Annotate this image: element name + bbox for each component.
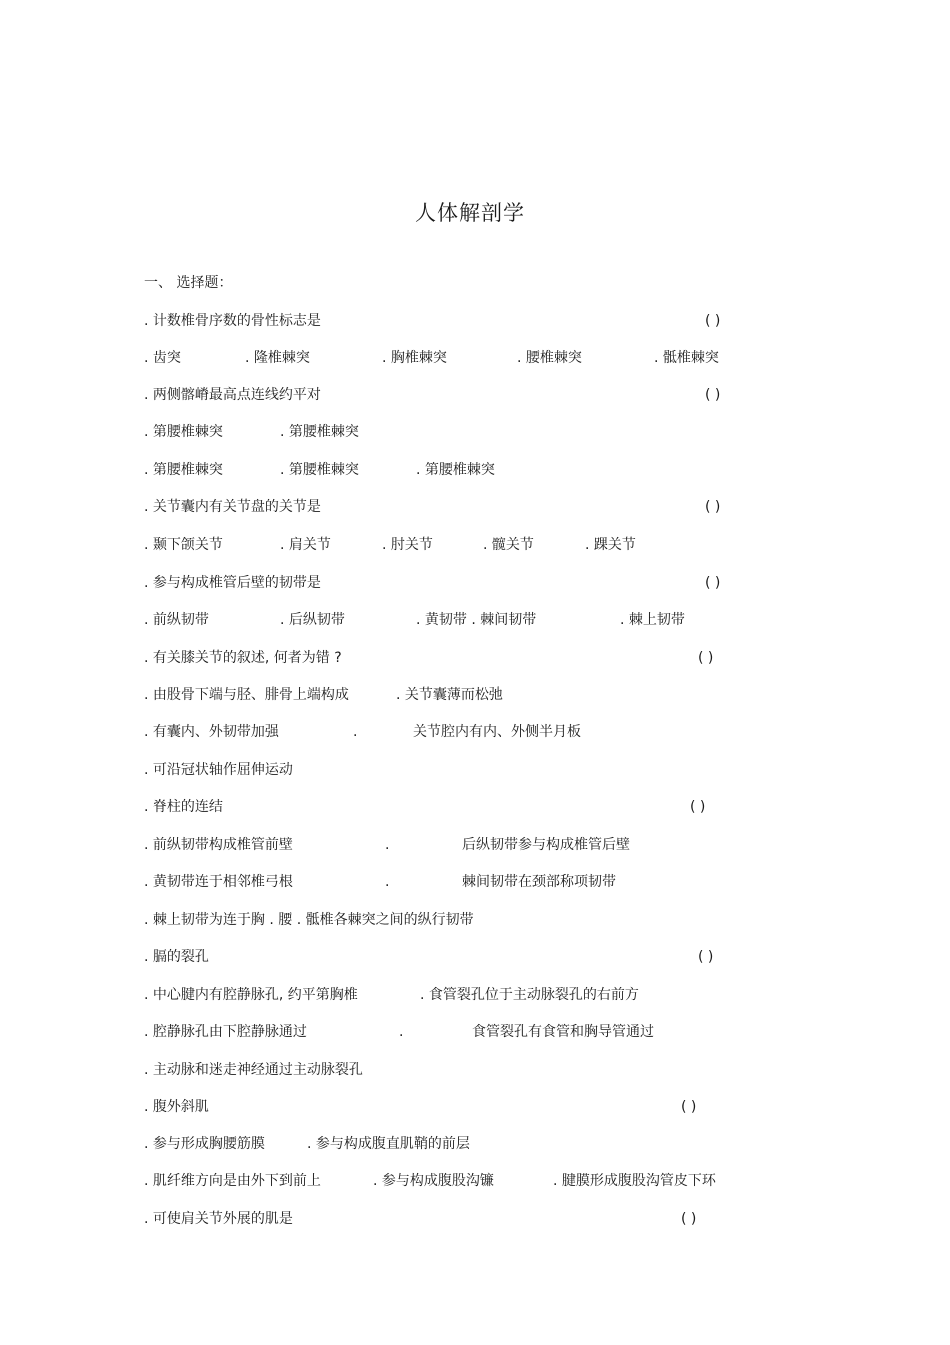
option-marker: . bbox=[399, 1024, 404, 1040]
option-text: . 棘上韧带为连于胸 . 腰 . 骶椎各棘突之间的纵行韧带 bbox=[144, 912, 474, 928]
option-text: . 关节囊薄而松弛 bbox=[396, 687, 503, 703]
option-text: . 颞下颌关节 bbox=[144, 537, 223, 553]
answer-blank: ( ) bbox=[681, 1211, 697, 1227]
option-text: . 参与形成胸腰筋膜 bbox=[144, 1136, 265, 1152]
section-heading: 一、 选择题： bbox=[144, 275, 233, 291]
option-text: . 参与构成腹直肌鞘的前层 bbox=[307, 1136, 470, 1152]
option-text: . 肘关节 bbox=[382, 537, 433, 553]
option-text: 食管裂孔有食管和胸导管通过 bbox=[472, 1024, 654, 1040]
option-text: . 前纵韧带 bbox=[144, 612, 209, 628]
answer-blank: ( ) bbox=[698, 650, 714, 666]
option-text: . 中心腱内有腔静脉孔, 约平第胸椎 bbox=[144, 987, 358, 1003]
option-text: . 踝关节 bbox=[585, 537, 636, 553]
answer-blank: ( ) bbox=[705, 499, 721, 515]
question-text: . 有关膝关节的叙述, 何者为错 ? bbox=[144, 650, 342, 666]
option-text: . 棘上韧带 bbox=[620, 612, 685, 628]
option-text: . 腔静脉孔由下腔静脉通过 bbox=[144, 1024, 307, 1040]
option-text: . 由股骨下端与胫、腓骨上端构成 bbox=[144, 687, 349, 703]
answer-blank: ( ) bbox=[705, 575, 721, 591]
option-text: . 有囊内、外韧带加强 bbox=[144, 724, 279, 740]
option-text: . 第腰椎棘突 bbox=[144, 462, 223, 478]
option-text: . 肩关节 bbox=[280, 537, 331, 553]
option-text: . 可沿冠状轴作屈伸运动 bbox=[144, 762, 293, 778]
option-text: . 髋关节 bbox=[483, 537, 534, 553]
option-text: . 黄韧带 . 棘间韧带 bbox=[416, 612, 537, 628]
answer-blank: ( ) bbox=[681, 1099, 697, 1115]
option-marker: . bbox=[353, 724, 358, 740]
option-text: . 隆椎棘突 bbox=[245, 350, 310, 366]
option-text: . 第腰椎棘突 bbox=[144, 424, 223, 440]
option-marker: . bbox=[385, 874, 390, 890]
option-text: . 后纵韧带 bbox=[280, 612, 345, 628]
document-title: 人体解剖学 bbox=[415, 201, 525, 225]
option-text: . 胸椎棘突 bbox=[382, 350, 447, 366]
option-text: . 主动脉和迷走神经通过主动脉裂孔 bbox=[144, 1062, 363, 1078]
option-text: . 腰椎棘突 bbox=[517, 350, 582, 366]
question-text: . 关节囊内有关节盘的关节是 bbox=[144, 499, 321, 515]
option-text: . 前纵韧带构成椎管前壁 bbox=[144, 837, 293, 853]
option-text: 关节腔内有内、外侧半月板 bbox=[413, 724, 581, 740]
option-text: 棘间韧带在颈部称项韧带 bbox=[462, 874, 616, 890]
option-text: . 齿突 bbox=[144, 350, 181, 366]
option-text: . 参与构成腹股沟镰 bbox=[373, 1173, 494, 1189]
question-text: . 计数椎骨序数的骨性标志是 bbox=[144, 313, 321, 329]
option-text: . 腱膜形成腹股沟管皮下环 bbox=[553, 1173, 716, 1189]
question-text: . 可使肩关节外展的肌是 bbox=[144, 1211, 293, 1227]
option-text: . 黄韧带连于相邻椎弓根 bbox=[144, 874, 293, 890]
question-text: . 脊柱的连结 bbox=[144, 799, 223, 815]
question-text: . 参与构成椎管后壁的韧带是 bbox=[144, 575, 321, 591]
question-text: . 两侧髂嵴最高点连线约平对 bbox=[144, 387, 321, 403]
option-text: . 食管裂孔位于主动脉裂孔的右前方 bbox=[420, 987, 639, 1003]
option-text: . 肌纤维方向是由外下到前上 bbox=[144, 1173, 321, 1189]
option-text: 后纵韧带参与构成椎管后壁 bbox=[462, 837, 630, 853]
option-text: . 第腰椎棘突 bbox=[280, 424, 359, 440]
question-text: . 膈的裂孔 bbox=[144, 949, 209, 965]
option-text: . 第腰椎棘突 bbox=[416, 462, 495, 478]
answer-blank: ( ) bbox=[698, 949, 714, 965]
option-text: . 第腰椎棘突 bbox=[280, 462, 359, 478]
option-text: . 骶椎棘突 bbox=[654, 350, 719, 366]
answer-blank: ( ) bbox=[705, 387, 721, 403]
option-marker: . bbox=[385, 837, 390, 853]
answer-blank: ( ) bbox=[705, 313, 721, 329]
answer-blank: ( ) bbox=[690, 799, 706, 815]
question-text: . 腹外斜肌 bbox=[144, 1099, 209, 1115]
